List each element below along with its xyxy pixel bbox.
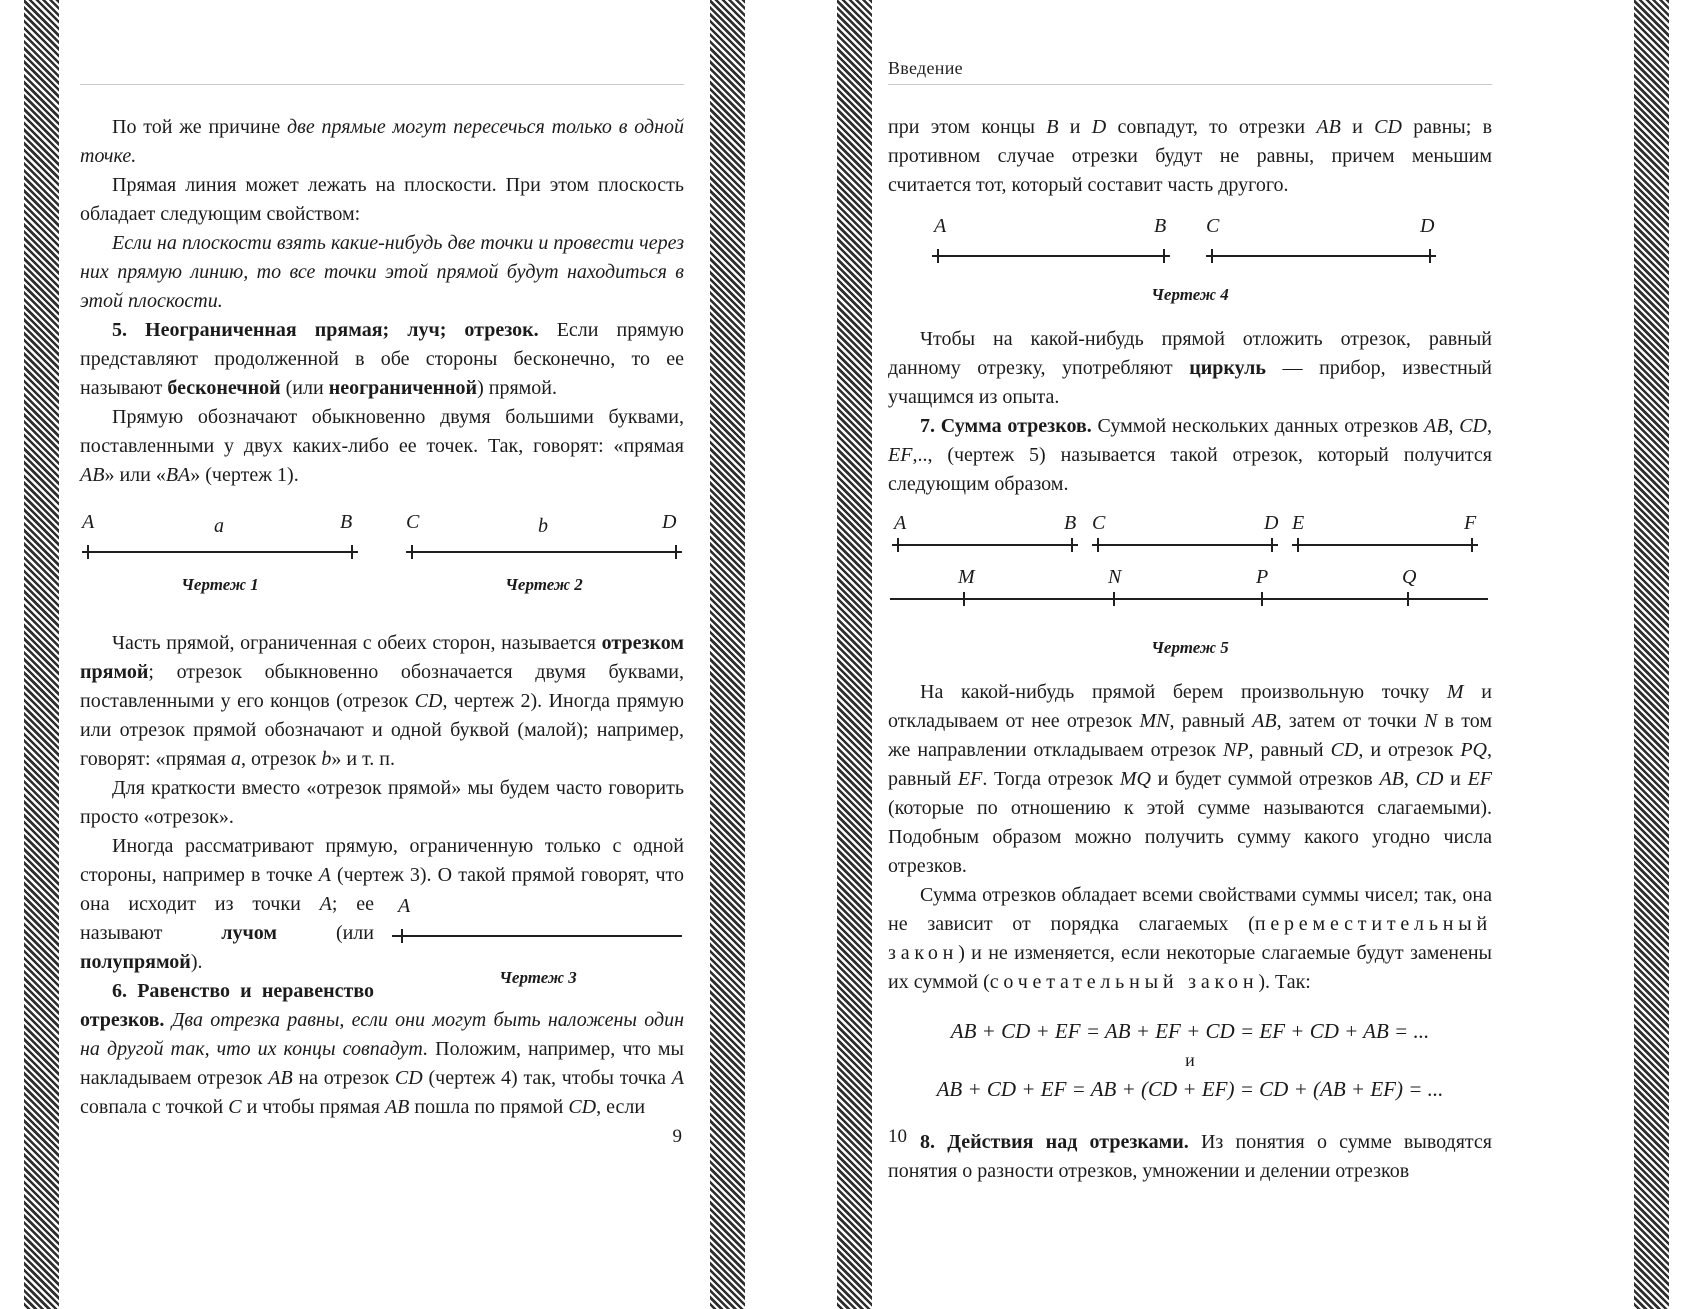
segment-label: a [214,515,224,537]
paragraph-text: О такой прямой говорят, что она исходит из точки A; ее называют лучом (или полупрямой). [80,864,685,973]
point-label: D [662,512,677,533]
point-label: D [1420,216,1435,237]
figure-caption: Чертеж 5 [1151,638,1229,657]
point-label: A [934,216,947,237]
header-rule-right [888,84,1492,85]
paragraph-line-notation: Прямую обозначают обыкновенно двумя большими буквами, поставленными у двух каких-либо ее точек. Так, говорят: «прямая AB» или «BA» (чертеж 1). [80,406,684,486]
page-number-right: 10 [888,1126,907,1147]
point-label: E [1292,515,1305,534]
point-label: A [398,896,411,917]
paragraph-plane-property-intro: Прямая линия может лежать на плоскости. При этом плоскость обладает следующим свойством: [80,174,684,225]
paragraph-section-8: 8. Действия над отрезками. Из понятия о сумме выводятся понятия о разности отрезков, умножении и делении отрезков [888,1131,1492,1182]
point-label: C [406,512,420,533]
segment-label: b [538,515,548,537]
point-label: F [1464,515,1477,534]
figure-caption: Чертеж 3 [499,968,577,987]
two-segments-drawing [888,216,1492,274]
header-rule-left [80,84,684,85]
decorative-hatch-bar-center-left [710,0,745,1309]
point-label: B [340,512,353,533]
point-label: Q [1402,566,1417,588]
decorative-hatch-bar-center-right [837,0,872,1309]
formula-connector: и [1185,1050,1195,1070]
paragraph-section-5: 5. Неограниченная прямая; луч; отрезок. Если прямую представляют продолженной в обе стороны бесконечно, то ее называют бесконечной (или неограниченной) прямой. [80,319,684,399]
paragraph-segment-definition: Часть прямой, ограниченная с обеих сторон, называется отрезком прямой; отрезок обыкновенно обозначается двумя буквами, поставленными у его концов (отрезок CD, чертеж 2). Иногда прямую или отрезок прямой обозначают и одной буквой (малой); например, говорят: «прямая a, отрезок b» и т. п. [80,632,684,770]
figure-chertezh-1 [80,512,360,595]
paragraph-equality-continued: при этом концы B и D совпадут, то отрезки AB и CD равны; в противном случае отрезки будут не равны, причем меньшим считается тот, который составит часть другого. [888,116,1493,196]
point-label: C [1092,515,1106,534]
page-number-left: 9 [672,1126,682,1147]
decorative-hatch-bar-right [1634,0,1669,1309]
ray-drawing [392,896,684,948]
paragraph-sum-properties: Сумма отрезков обладает всеми свойствами суммы чисел; так, она не зависит от порядка слагаемых (переместительный закон) и не изменяется, если некоторые слагаемые будут заменены их суммой (сочетательный закон). Так: [888,884,1492,993]
paragraph-section-6: 6. Равенство и неравенство отрезков. Два отрезка равны, если они могут быть наложены один на другой так, что их концы совпадут. Положим, например, что мы накладываем отрезок AB на отрезок CD (чертеж 4) так, чтобы точка A совпала с точкой C и чтобы прямая AB пошла по прямой CD, если [80,980,685,1118]
figure-chertezh-4 [888,216,1492,305]
paragraph-text: Иногда рассматривают прямую, ограниченную только с одной стороны, например в точке A (чертеж 3). [80,835,684,886]
formula-associative: AB + CD + EF = AB + (CD + EF) = CD + (AB + EF) = ... [936,1077,1444,1101]
paragraph-ray-definition [80,832,685,987]
figure-chertezh-5 [888,515,1492,658]
running-head-left [80,58,684,84]
paragraph-sum-construction: На какой-нибудь прямой берем произвольную точку M и откладываем от нее отрезок MN, равный AB, затем от точки N в том же направлении откладываем отрезок NP, равный CD, и отрезок PQ, равный EF. Тогда отрезок MQ и будет суммой отрезков AB, CD и EF (которые по отношению к этой сумме называются слагаемыми). Подобным образом можно получить сумму какого угодно числа отрезков. [888,681,1493,877]
paragraph-lines-intersect: По той же причине две прямые могут пересечься только в одной точке. [80,116,684,167]
sum-of-segments-drawing [888,515,1492,627]
page-left [80,58,685,1147]
point-label: A [894,515,907,534]
point-label: N [1108,566,1122,588]
point-label: M [958,566,975,588]
point-label: A [82,512,95,533]
decorative-hatch-bar-left [24,0,59,1309]
paragraph-plane-property: Если на плоскости взять какие-нибудь две точки и провести через них прямую линию, то все точки этой прямой будут находиться в этой плоскости. [80,232,684,312]
figure-caption: Чертеж 1 [181,575,259,594]
point-label: B [1064,515,1077,534]
page-right [888,58,1492,1186]
point-label: D [1264,515,1279,534]
paragraph-segment-shorthand: Для краткости вместо «отрезок прямой» мы будем часто говорить просто «отрезок». [80,777,684,828]
running-head-right: Введение [888,58,963,78]
figure-chertezh-2 [404,512,684,595]
paragraph-section-7: 7. Сумма отрезков. Суммой нескольких данных отрезков AB, CD, EF,.., (чертеж 5) называется такой отрезок, который получится следующим образом. [888,415,1493,495]
point-label: B [1154,216,1167,237]
formula-block [888,1019,1492,1102]
point-label: P [1256,566,1269,588]
segment-cd-drawing [404,512,684,564]
figures-1-2-row [80,512,684,595]
figure-chertezh-3 [392,896,684,992]
paragraph-compass: Чтобы на какой-нибудь прямой отложить отрезок, равный данному отрезку, употребляют циркуль — прибор, известный учащимся из опыта. [888,328,1492,408]
point-label: C [1206,216,1220,237]
figure-caption: Чертеж 2 [505,575,583,594]
figure-caption: Чертеж 4 [1151,285,1229,304]
segment-ab-drawing [80,512,360,564]
formula-commutative: AB + CD + EF = AB + EF + CD = EF + CD + AB = ... [950,1019,1430,1043]
